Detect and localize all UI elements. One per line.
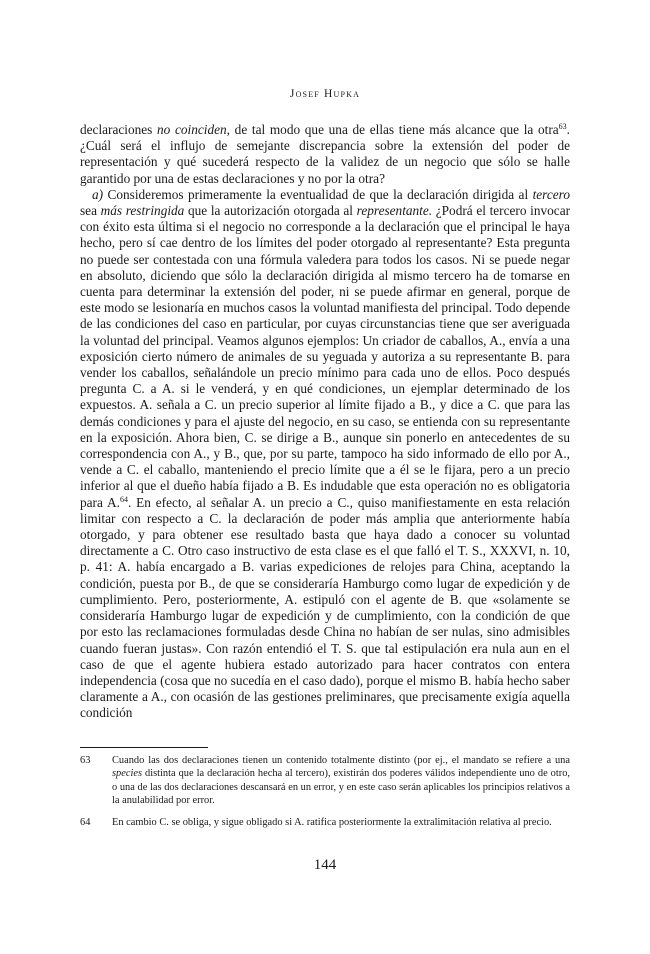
italic-run: species xyxy=(112,768,143,780)
text-run: En cambio C. se obliga, y sigue obligado si A. ratifica posteriormente la extralimitación relativa al precio. xyxy=(112,816,552,828)
text-run: declaraciones xyxy=(80,122,158,137)
footnote-63 xyxy=(80,754,570,808)
footnote-text xyxy=(112,754,570,808)
text-run: Cuando las dos declaraciones tienen un contenido totalmente distinto (por ej., el mandato se refiere a una xyxy=(112,755,570,766)
footnote-text xyxy=(112,816,570,829)
footnote-ref-63[interactable]: 63 xyxy=(558,122,567,131)
italic-run: más restringida xyxy=(100,203,185,219)
text-run: . En efecto, al señalar A. un precio a C., quiso manifiestamente en esta relación limitar con respecto a C. la declaración de poder más amplia que anteriormente había otorgado, y para obtener ese resultado basta que haya dado a conocer su voluntad directamente a C. Otro caso instructivo de esta clase es el que falló el T. S., XXXVI, n. 10, p. 41: A. había encargado a B. varias expediciones de relojes para China, aceptando la condición, puesta por B., de que se consideraría Hamburgo como lugar de expedición y de cumplimiento. Pero, posteriormente, A. estipuló con el agente de B. que «solamente se consideraría Hamburgo lugar de expedición y de cumplimiento, con la condición de que por esto las reclamaciones formuladas desde China no habían de ser nulas, sino admisibles cuando fueran justas». Con razón entendió el T. S. que tal estipulación era nula aun en el caso de que el agente hubiera estado autorizado para hacer contratos con entera independencia (cosa que no sucedía en el caso dado), porque el mismo B. había hecho saber claramente a A., con ocasión de las gestiones preliminares, que precisamente exigía aquella condición xyxy=(80,494,570,721)
footnote-rule xyxy=(80,747,208,748)
section-label: a) xyxy=(92,186,104,202)
text-run: de tal modo que una de ellas tiene más alcance que la otra xyxy=(230,122,559,137)
text-run: . ¿Cuál será el influjo de semejante discrepancia sobre la extensión del poder de representación y qué sucederá respecto de la validez de un negocio que sólo se halle garantido por una de estas declaraciones y no por la otra? xyxy=(80,122,570,186)
paragraph-2 xyxy=(80,187,570,722)
italic-run: representante. xyxy=(356,203,433,219)
footnote-number: 64 xyxy=(80,816,91,828)
footnote-number: 63 xyxy=(80,755,91,766)
text-run: distinta que la declaración hecha al tercero), existirán dos poderes válidos independiente uno de otro, o una de las dos declaraciones descansará en un error, y en este caso serán aplicables los principios relativos a la anulabilidad por error. xyxy=(112,768,570,807)
footnote-ref-64[interactable]: 64 xyxy=(119,494,128,504)
text-run: Consideremos primeramente la eventualidad de que la declaración dirigida al xyxy=(103,186,533,202)
text-run: ¿Podrá el tercero invocar con éxito esta última si el negocio no corresponde a la declaración que el principal le haya hecho, pero sí cae dentro de los límites del poder otorgado al representante? Esta pregunta no puede ser contestada con una fórmula valedera para todos los casos. Ni se puede negar en absoluto, diciendo que sólo la declaración dirigida al mismo tercero ha de tomarse en cuenta para determinar la extensión del poder, ni se puede afirmar en general, porque de este modo se lesionaría en muchos casos la voluntad manifiesta del principal. Todo depende de las condiciones del caso en particular, por cuyas circunstancias tiene que ser averiguada la voluntad del principal. Veamos algunos ejemplos: Un criador de caballos, A., envía a una exposición cierto número de animales de su yeguada y autoriza a su representante B. para vender los caballos, señalándole un precio mínimo para cada uno de ellos. Poco después pregunta C. a A. si le venderá, y en qué condiciones, un ejemplar determinado de los expuestos. A. señala a C. un precio superior al límite fijado a B., y dice a C. que para las demás condiciones y para el ajuste del negocio, en su caso, se entienda con su representante en la exposición. Ahora bien, C. se dirige a B., aunque sin ponerlo en antecedentes de su correspondencia con A., y B., que, por su parte, tampoco ha sido informado de ello por A., vende a C. el caballo, manteniendo el precio límite que a él se le fijara, pero a un precio inferior al que el dueño había fijado a B. Es indudable que esta operación no es obligatoria para A. xyxy=(80,203,571,510)
italic-run: no coinciden, xyxy=(157,122,230,137)
paragraph-1 xyxy=(80,122,570,187)
italic-run: tercero xyxy=(532,186,570,202)
footnote-64 xyxy=(80,816,570,829)
page-number: 144 xyxy=(313,857,337,873)
text-run: que la autorización otorgada al xyxy=(184,203,357,219)
running-head: Josef Hupka xyxy=(289,88,361,100)
footnotes xyxy=(80,754,570,837)
text-run: sea xyxy=(80,203,101,219)
body-text xyxy=(80,122,570,722)
